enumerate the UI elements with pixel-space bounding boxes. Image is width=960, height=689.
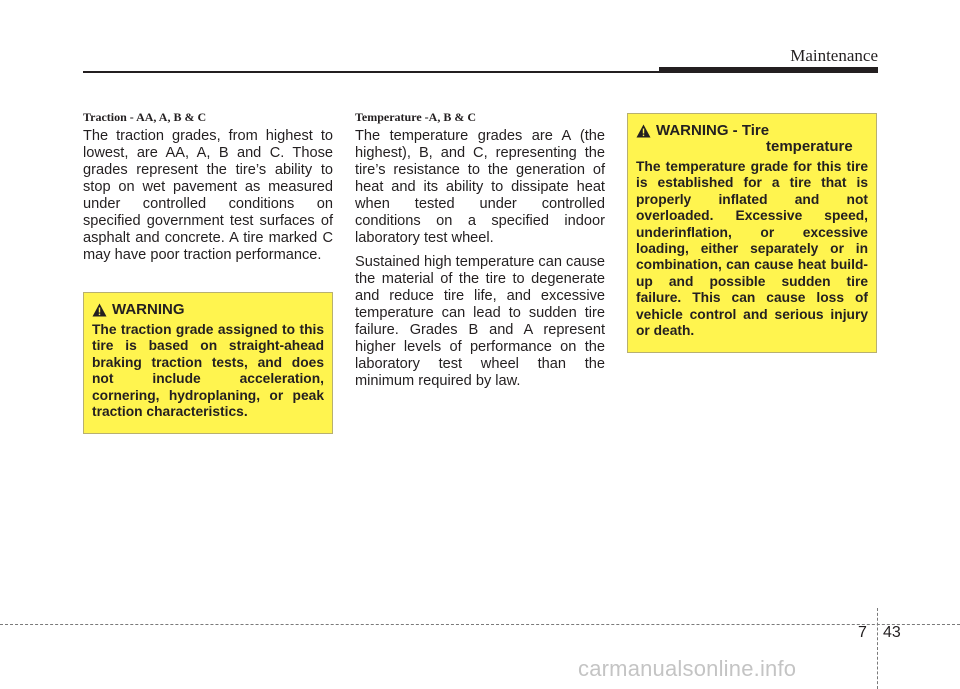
warning-title-line-1: WARNING - Tire — [656, 122, 770, 139]
warning-triangle-icon — [636, 124, 651, 138]
warning-title-row — [636, 123, 868, 155]
traction-heading: Traction - AA, A, B & C — [83, 110, 207, 124]
traction-paragraph: The traction grades, from highest to lowest, are AA, A, B and C. Those grades represent the tire’s ability to stop on wet pavement as measured under controlled conditions on specified government test surfaces of asphalt and concrete. A tire marked C may have poor traction performance. — [83, 128, 333, 263]
warning-title-line-2: temperature — [766, 138, 853, 155]
left-column — [83, 110, 333, 271]
temperature-paragraph-2: Sustained high temperature can cause the material of the tire to degenerate and reduce tire life, and excessive temperature can lead to sudden tire failure. Grades B and A represent higher levels of performance on the laboratory test wheel than the minimum required by law. — [355, 254, 605, 389]
header-rule-thick — [659, 67, 878, 73]
warning-body: The traction grade assigned to this tire is based on straight-ahead braking traction tests, and does not include acceleration, cornering, hydroplaning, or peak traction characteristics. — [92, 322, 324, 420]
warning-triangle-icon — [92, 303, 107, 317]
page-number: 43 — [883, 624, 901, 641]
warning-body: The temperature grade for this tire is established for a tire that is properly inflated and not overloaded. Excessive speed, underinflation, or excessive loading, either separately or in combination, can cause heat build-up and possible sudden tire failure. This can cause loss of vehicle control and serious injury or death. — [636, 159, 868, 339]
watermark: carmanualsonline.info — [578, 656, 797, 681]
warning-title — [656, 123, 853, 155]
temperature-warning-box — [627, 113, 877, 353]
traction-warning-box — [83, 292, 333, 434]
temperature-heading: Temperature -A, B & C — [355, 110, 476, 124]
footer-rule — [0, 624, 960, 625]
header-rule-thin — [83, 71, 683, 73]
middle-column — [355, 110, 605, 397]
footer-divider — [877, 608, 878, 689]
page-chapter: 7 — [858, 624, 867, 641]
temperature-paragraph-1: The temperature grades are A (the highest), B, and C, representing the tire’s resistance to the generation of heat and its ability to dissipate heat when tested under controlled conditions on a specified indoor laboratory test wheel. — [355, 128, 605, 246]
warning-title-row — [92, 302, 324, 318]
warning-title: WARNING — [112, 301, 185, 318]
header-section-title: Maintenance — [790, 46, 878, 65]
